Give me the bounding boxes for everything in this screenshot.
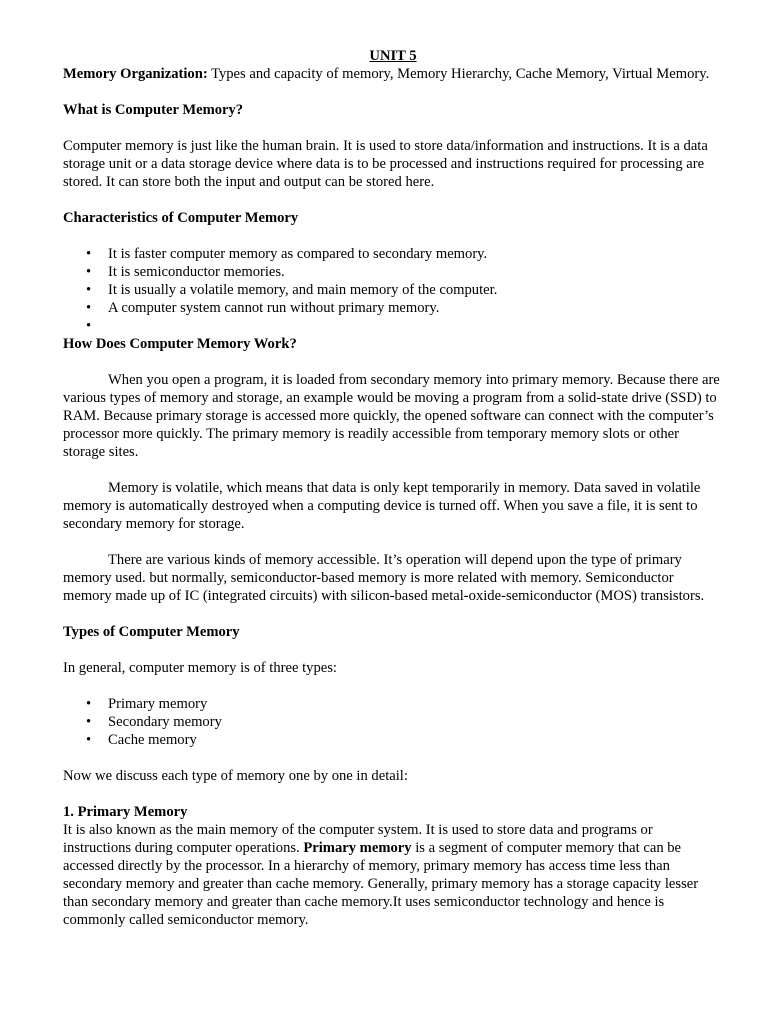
document-page bbox=[63, 47, 723, 929]
primary-text-after: is a segment of computer memory that can be accessed directly by the processor. In a hierarchy of memory, primary memory has access time less than secondary memory and greater than cache memory. Generally, primary memory has a storage capacity lesser than secondary memory and greater than cache memory.It uses semiconductor technology and hence is commonly called semiconductor memory. bbox=[63, 840, 699, 928]
primary-body bbox=[63, 821, 723, 929]
intro-text: Types and capacity of memory, Memory Hierarchy, Cache Memory, Virtual Memory. bbox=[207, 66, 710, 82]
primary-text-before: It is also known as the main memory of the computer system. It is used to store data and programs or instructions during computer operations. bbox=[63, 822, 653, 856]
intro-paragraph bbox=[63, 65, 723, 83]
types-heading: Types of Computer Memory bbox=[63, 624, 240, 640]
what-is-body: Computer memory is just like the human brain. It is used to store data/information and instructions. It is a data storage unit or a data storage device where data is to be processed and instructions required for processing are stored. It can store both the input and output can be stored here. bbox=[63, 138, 708, 190]
types-outro: Now we discuss each type of memory one by one in detail: bbox=[63, 768, 408, 784]
how-works-paragraph: Memory is volatile, which means that data is only kept temporarily in memory. Data saved in volatile memory is automatically destroyed when a computing device is turned off. When you save a file, it is sent to secondary memory for storage. bbox=[63, 480, 701, 532]
intro-label: Memory Organization: bbox=[63, 66, 208, 82]
list-item: • Secondary memory bbox=[63, 713, 723, 731]
list-item bbox=[63, 317, 723, 335]
list-item: • Primary memory bbox=[63, 695, 723, 713]
what-is-heading: What is Computer Memory? bbox=[63, 102, 244, 118]
list-item: • It is semiconductor memories. bbox=[63, 263, 723, 281]
types-intro: In general, computer memory is of three types: bbox=[63, 660, 337, 676]
how-works-paragraph: When you open a program, it is loaded from secondary memory into primary memory. Because there are various types of memory and storage, an example would be moving a program from a solid-state drive (SSD) to RAM. Because primary storage is accessed more quickly, the opened software can connect with the computer’s processor more quickly. The primary memory is readily accessible from temporary memory slots or other storage sites. bbox=[63, 372, 720, 460]
characteristics-list bbox=[63, 245, 723, 335]
characteristics-heading: Characteristics of Computer Memory bbox=[63, 210, 299, 226]
primary-bold-term: Primary memory bbox=[303, 840, 412, 856]
list-item: • Cache memory bbox=[63, 731, 723, 749]
list-item: • A computer system cannot run without primary memory. bbox=[63, 299, 723, 317]
primary-heading: 1. Primary Memory bbox=[63, 804, 188, 820]
how-works-paragraph: There are various kinds of memory accessible. It’s operation will depend upon the type of primary memory used. but normally, semiconductor-based memory is more related with memory. Semiconductor memory made up of IC (integrated circuits) with silicon-based metal-oxide-semiconductor (MOS) transistors. bbox=[63, 552, 705, 604]
how-works-heading: How Does Computer Memory Work? bbox=[63, 336, 297, 352]
list-item: • It is usually a volatile memory, and main memory of the computer. bbox=[63, 281, 723, 299]
unit-title: UNIT 5 bbox=[369, 48, 417, 64]
list-item: • It is faster computer memory as compared to secondary memory. bbox=[63, 245, 723, 263]
types-list bbox=[63, 695, 723, 749]
